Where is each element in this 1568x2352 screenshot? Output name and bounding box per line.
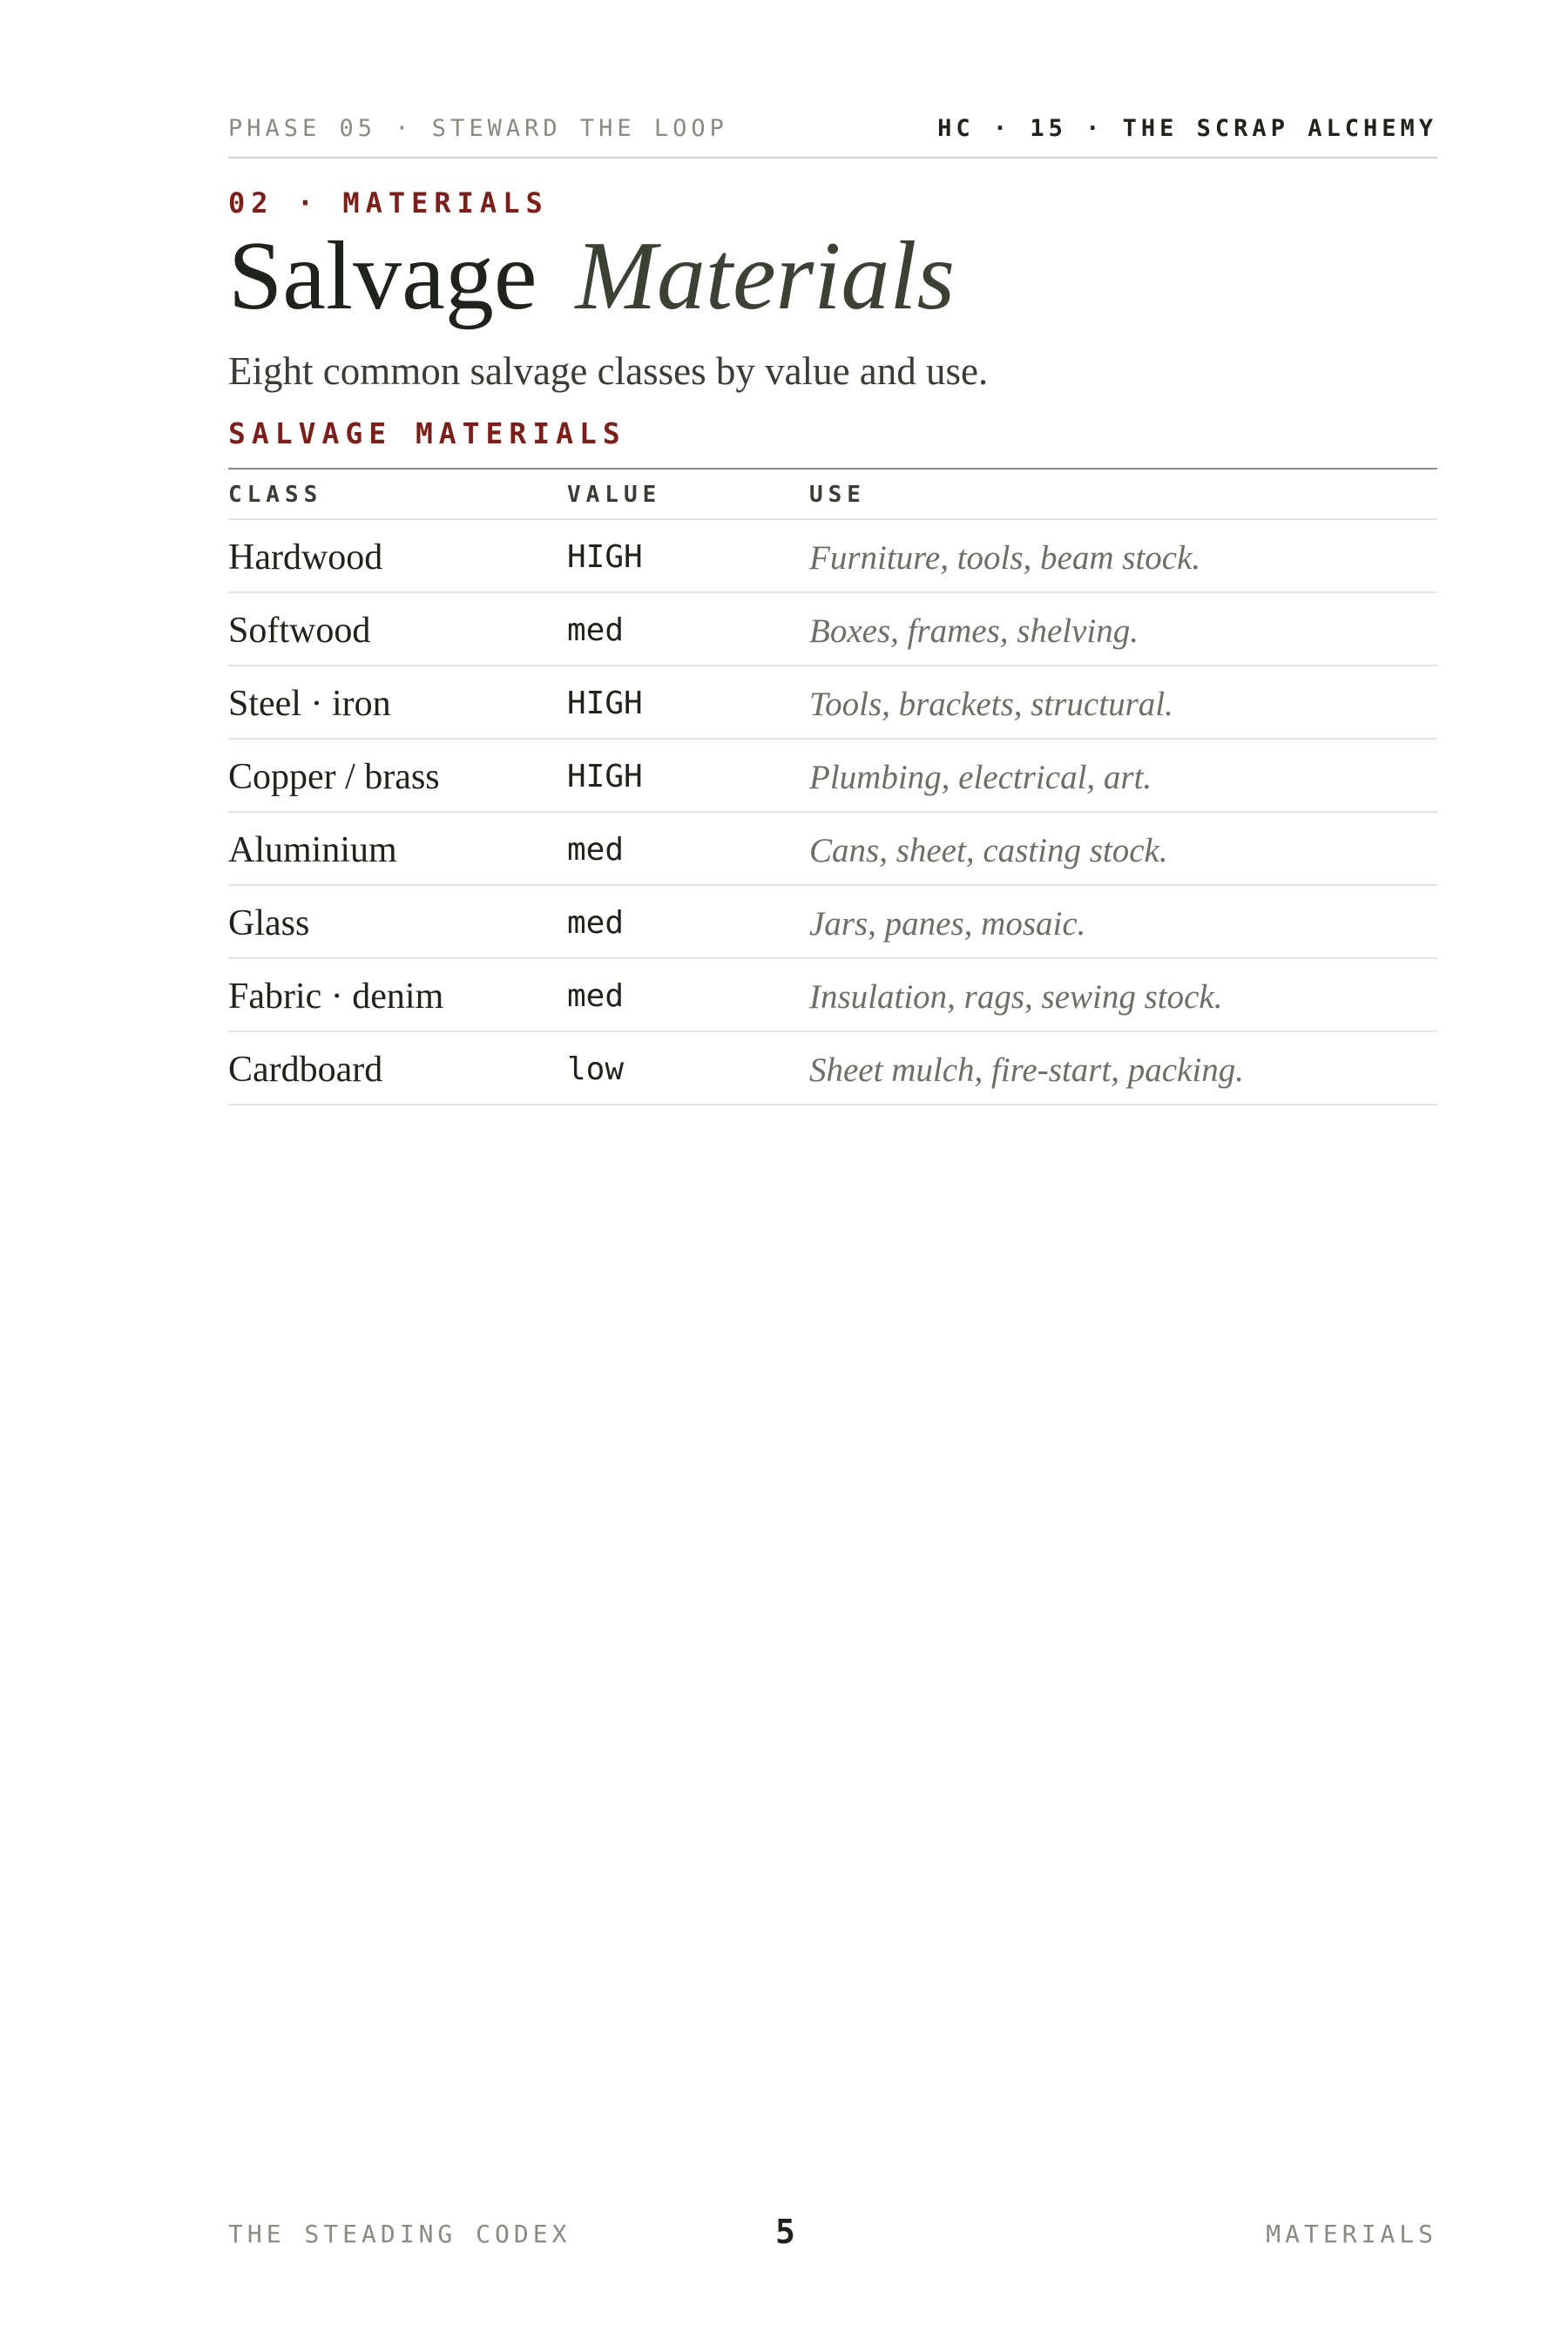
- cell-use: Plumbing, electrical, art.: [809, 759, 1152, 796]
- column-header-use: USE: [809, 482, 866, 508]
- page-title-main: Salvage: [228, 222, 537, 330]
- cell-class: Glass: [228, 903, 310, 943]
- running-header: [228, 112, 1437, 159]
- cell-use: Jars, panes, mosaic.: [809, 905, 1086, 943]
- table-row: [228, 666, 1437, 740]
- table-caption: SALVAGE MATERIALS: [228, 416, 626, 450]
- cell-value: HIGH: [567, 759, 643, 794]
- cell-value: HIGH: [567, 539, 643, 575]
- cell-use: Boxes, frames, shelving.: [809, 612, 1139, 650]
- table-row: [228, 740, 1437, 813]
- table-row: [228, 813, 1437, 886]
- cell-class: Copper / brass: [228, 757, 440, 797]
- cell-value: med: [567, 905, 625, 941]
- cell-value: med: [567, 978, 625, 1014]
- header-chapter-label: HC · 15 · THE SCRAP ALCHEMY: [937, 115, 1437, 142]
- table-row: [228, 520, 1437, 593]
- cell-class: Cardboard: [228, 1050, 383, 1090]
- page-title-accent: Materials: [575, 222, 956, 330]
- column-header-class: CLASS: [228, 482, 323, 508]
- cell-use: Insulation, rags, sewing stock.: [809, 978, 1223, 1016]
- running-footer: [228, 2213, 1437, 2256]
- cell-value: med: [567, 832, 625, 868]
- cell-value: low: [567, 1051, 625, 1087]
- table-row: [228, 959, 1437, 1032]
- header-phase-label: PHASE 05 · STEWARD THE LOOP: [228, 115, 728, 142]
- cell-value: HIGH: [567, 686, 643, 721]
- footer-section-label: MATERIALS: [1266, 2220, 1437, 2248]
- table-row: [228, 593, 1437, 666]
- section-kicker: 02 · MATERIALS: [228, 186, 549, 220]
- table-row: [228, 886, 1437, 959]
- cell-class: Hardwood: [228, 537, 383, 578]
- cell-class: Steel · iron: [228, 684, 391, 724]
- cell-use: Furniture, tools, beam stock.: [809, 539, 1201, 577]
- cell-use: Cans, sheet, casting stock.: [809, 832, 1168, 869]
- cell-use: Sheet mulch, fire-start, packing.: [809, 1051, 1244, 1089]
- cell-class: Fabric · denim: [228, 977, 444, 1017]
- cell-use: Tools, brackets, structural.: [809, 686, 1173, 723]
- page-number: 5: [775, 2213, 795, 2251]
- column-header-value: VALUE: [567, 482, 662, 508]
- document-page: [228, 0, 1437, 2352]
- materials-table: [228, 468, 1437, 1105]
- cell-class: Aluminium: [228, 830, 397, 870]
- page-lede: Eight common salvage classes by value and use.: [228, 349, 989, 393]
- cell-class: Softwood: [228, 611, 371, 651]
- table-row: [228, 1032, 1437, 1105]
- footer-book-title: THE STEADING CODEX: [228, 2220, 571, 2248]
- table-header: [228, 470, 1437, 520]
- page-title: [228, 220, 955, 333]
- cell-value: med: [567, 612, 625, 648]
